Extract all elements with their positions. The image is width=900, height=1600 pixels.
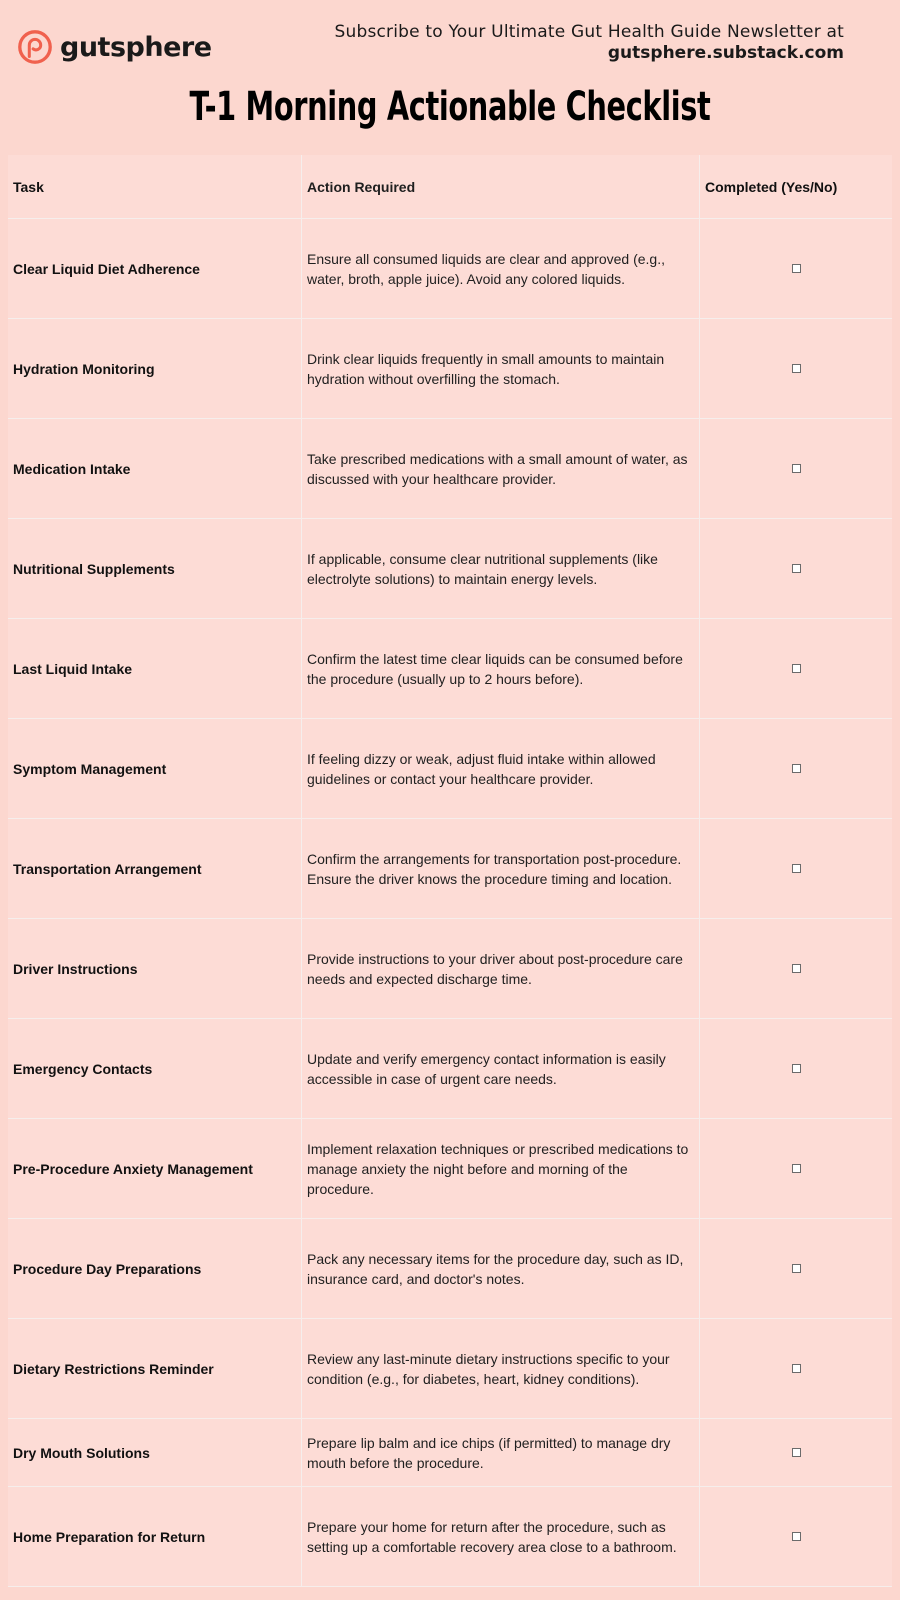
completed-cell (700, 1487, 892, 1586)
table-row (8, 819, 892, 919)
action-required: Drink clear liquids frequently in small amounts to maintain hydration without overfilling the stomach. (302, 319, 700, 418)
action-required: Update and verify emergency contact information is easily accessible in case of urgent care needs. (302, 1019, 700, 1118)
header-completed: Completed (Yes/No) (705, 178, 838, 195)
completed-checkbox[interactable] (792, 1264, 801, 1273)
action-required: Confirm the latest time clear liquids can be consumed before the procedure (usually up to 2 hours before). (302, 619, 700, 718)
completed-checkbox[interactable] (792, 864, 801, 873)
table-row (8, 219, 892, 319)
header-task: Task (8, 155, 302, 218)
task-name: Procedure Day Preparations (8, 1219, 302, 1318)
completed-cell (700, 1219, 892, 1318)
completed-checkbox[interactable] (792, 1064, 801, 1073)
action-required: If applicable, consume clear nutritional supplements (like electrolyte solutions) to maintain energy levels. (302, 519, 700, 618)
newsletter-link[interactable]: gutsphere.substack.com (607, 43, 844, 63)
task-name: Pre-Procedure Anxiety Management (8, 1119, 302, 1218)
action-required: Pack any necessary items for the procedure day, such as ID, insurance card, and doctor's notes. (302, 1219, 700, 1318)
task-name: Transportation Arrangement (8, 819, 302, 918)
completed-cell (700, 919, 892, 1018)
completed-checkbox[interactable] (792, 764, 801, 773)
completed-checkbox[interactable] (792, 1364, 801, 1373)
completed-checkbox[interactable] (792, 964, 801, 973)
header-action: Action Required (302, 155, 700, 218)
action-required: Take prescribed medications with a small amount of water, as discussed with your healthcare provider. (302, 419, 700, 518)
completed-cell (700, 519, 892, 618)
brand-logo (16, 28, 212, 66)
table-row (8, 519, 892, 619)
action-required: Prepare lip balm and ice chips (if permitted) to manage dry mouth before the procedure. (302, 1419, 700, 1486)
task-name: Emergency Contacts (8, 1019, 302, 1118)
table-row (8, 1019, 892, 1119)
completed-checkbox[interactable] (792, 1448, 801, 1457)
task-name: Last Liquid Intake (8, 619, 302, 718)
completed-cell (700, 619, 892, 718)
action-required: Review any last-minute dietary instructions specific to your condition (e.g., for diabetes, heart, kidney conditions). (302, 1319, 700, 1418)
table-row (8, 1219, 892, 1319)
completed-checkbox[interactable] (792, 1164, 801, 1173)
completed-cell (700, 819, 892, 918)
completed-cell (700, 719, 892, 818)
completed-cell (700, 1419, 892, 1486)
completed-checkbox[interactable] (792, 264, 801, 273)
task-name: Hydration Monitoring (8, 319, 302, 418)
completed-cell (700, 419, 892, 518)
table-row (8, 1419, 892, 1487)
completed-checkbox[interactable] (792, 664, 801, 673)
completed-cell (700, 319, 892, 418)
task-name: Dietary Restrictions Reminder (8, 1319, 302, 1418)
brand-name: gutsphere (60, 31, 212, 63)
task-name: Home Preparation for Return (8, 1487, 302, 1586)
table-row (8, 919, 892, 1019)
action-required: If feeling dizzy or weak, adjust fluid intake within allowed guidelines or contact your healthcare provider. (302, 719, 700, 818)
table-row (8, 719, 892, 819)
completed-cell (700, 1019, 892, 1118)
table-row (8, 619, 892, 719)
task-name: Nutritional Supplements (8, 519, 302, 618)
checklist-table (8, 155, 892, 1587)
completed-cell (700, 219, 892, 318)
action-required: Implement relaxation techniques or prescribed medications to manage anxiety the night before and morning of the procedure. (302, 1119, 700, 1218)
completed-checkbox[interactable] (792, 564, 801, 573)
action-required: Confirm the arrangements for transportation post-procedure. Ensure the driver knows the procedure timing and location. (302, 819, 700, 918)
completed-cell (700, 1319, 892, 1418)
action-required: Provide instructions to your driver about post-procedure care needs and expected discharge time. (302, 919, 700, 1018)
task-name: Clear Liquid Diet Adherence (8, 219, 302, 318)
subscribe-banner (334, 22, 844, 63)
completed-cell (700, 1119, 892, 1218)
completed-checkbox[interactable] (792, 464, 801, 473)
table-row (8, 1319, 892, 1419)
table-row (8, 1119, 892, 1219)
task-name: Medication Intake (8, 419, 302, 518)
completed-checkbox[interactable] (792, 364, 801, 373)
task-name: Symptom Management (8, 719, 302, 818)
table-row (8, 1487, 892, 1587)
action-required: Ensure all consumed liquids are clear and approved (e.g., water, broth, apple juice). Avoid any colored liquids. (302, 219, 700, 318)
table-row (8, 419, 892, 519)
completed-checkbox[interactable] (792, 1532, 801, 1541)
subscribe-text: Subscribe to Your Ultimate Gut Health Guide Newsletter at (334, 22, 844, 42)
gut-logo-icon (16, 28, 54, 66)
action-required: Prepare your home for return after the procedure, such as setting up a comfortable recovery area close to a bathroom. (302, 1487, 700, 1586)
table-row (8, 319, 892, 419)
task-name: Driver Instructions (8, 919, 302, 1018)
page-title: T-1 Morning Actionable Checklist (189, 84, 711, 130)
table-header (8, 155, 892, 219)
task-name: Dry Mouth Solutions (8, 1419, 302, 1486)
